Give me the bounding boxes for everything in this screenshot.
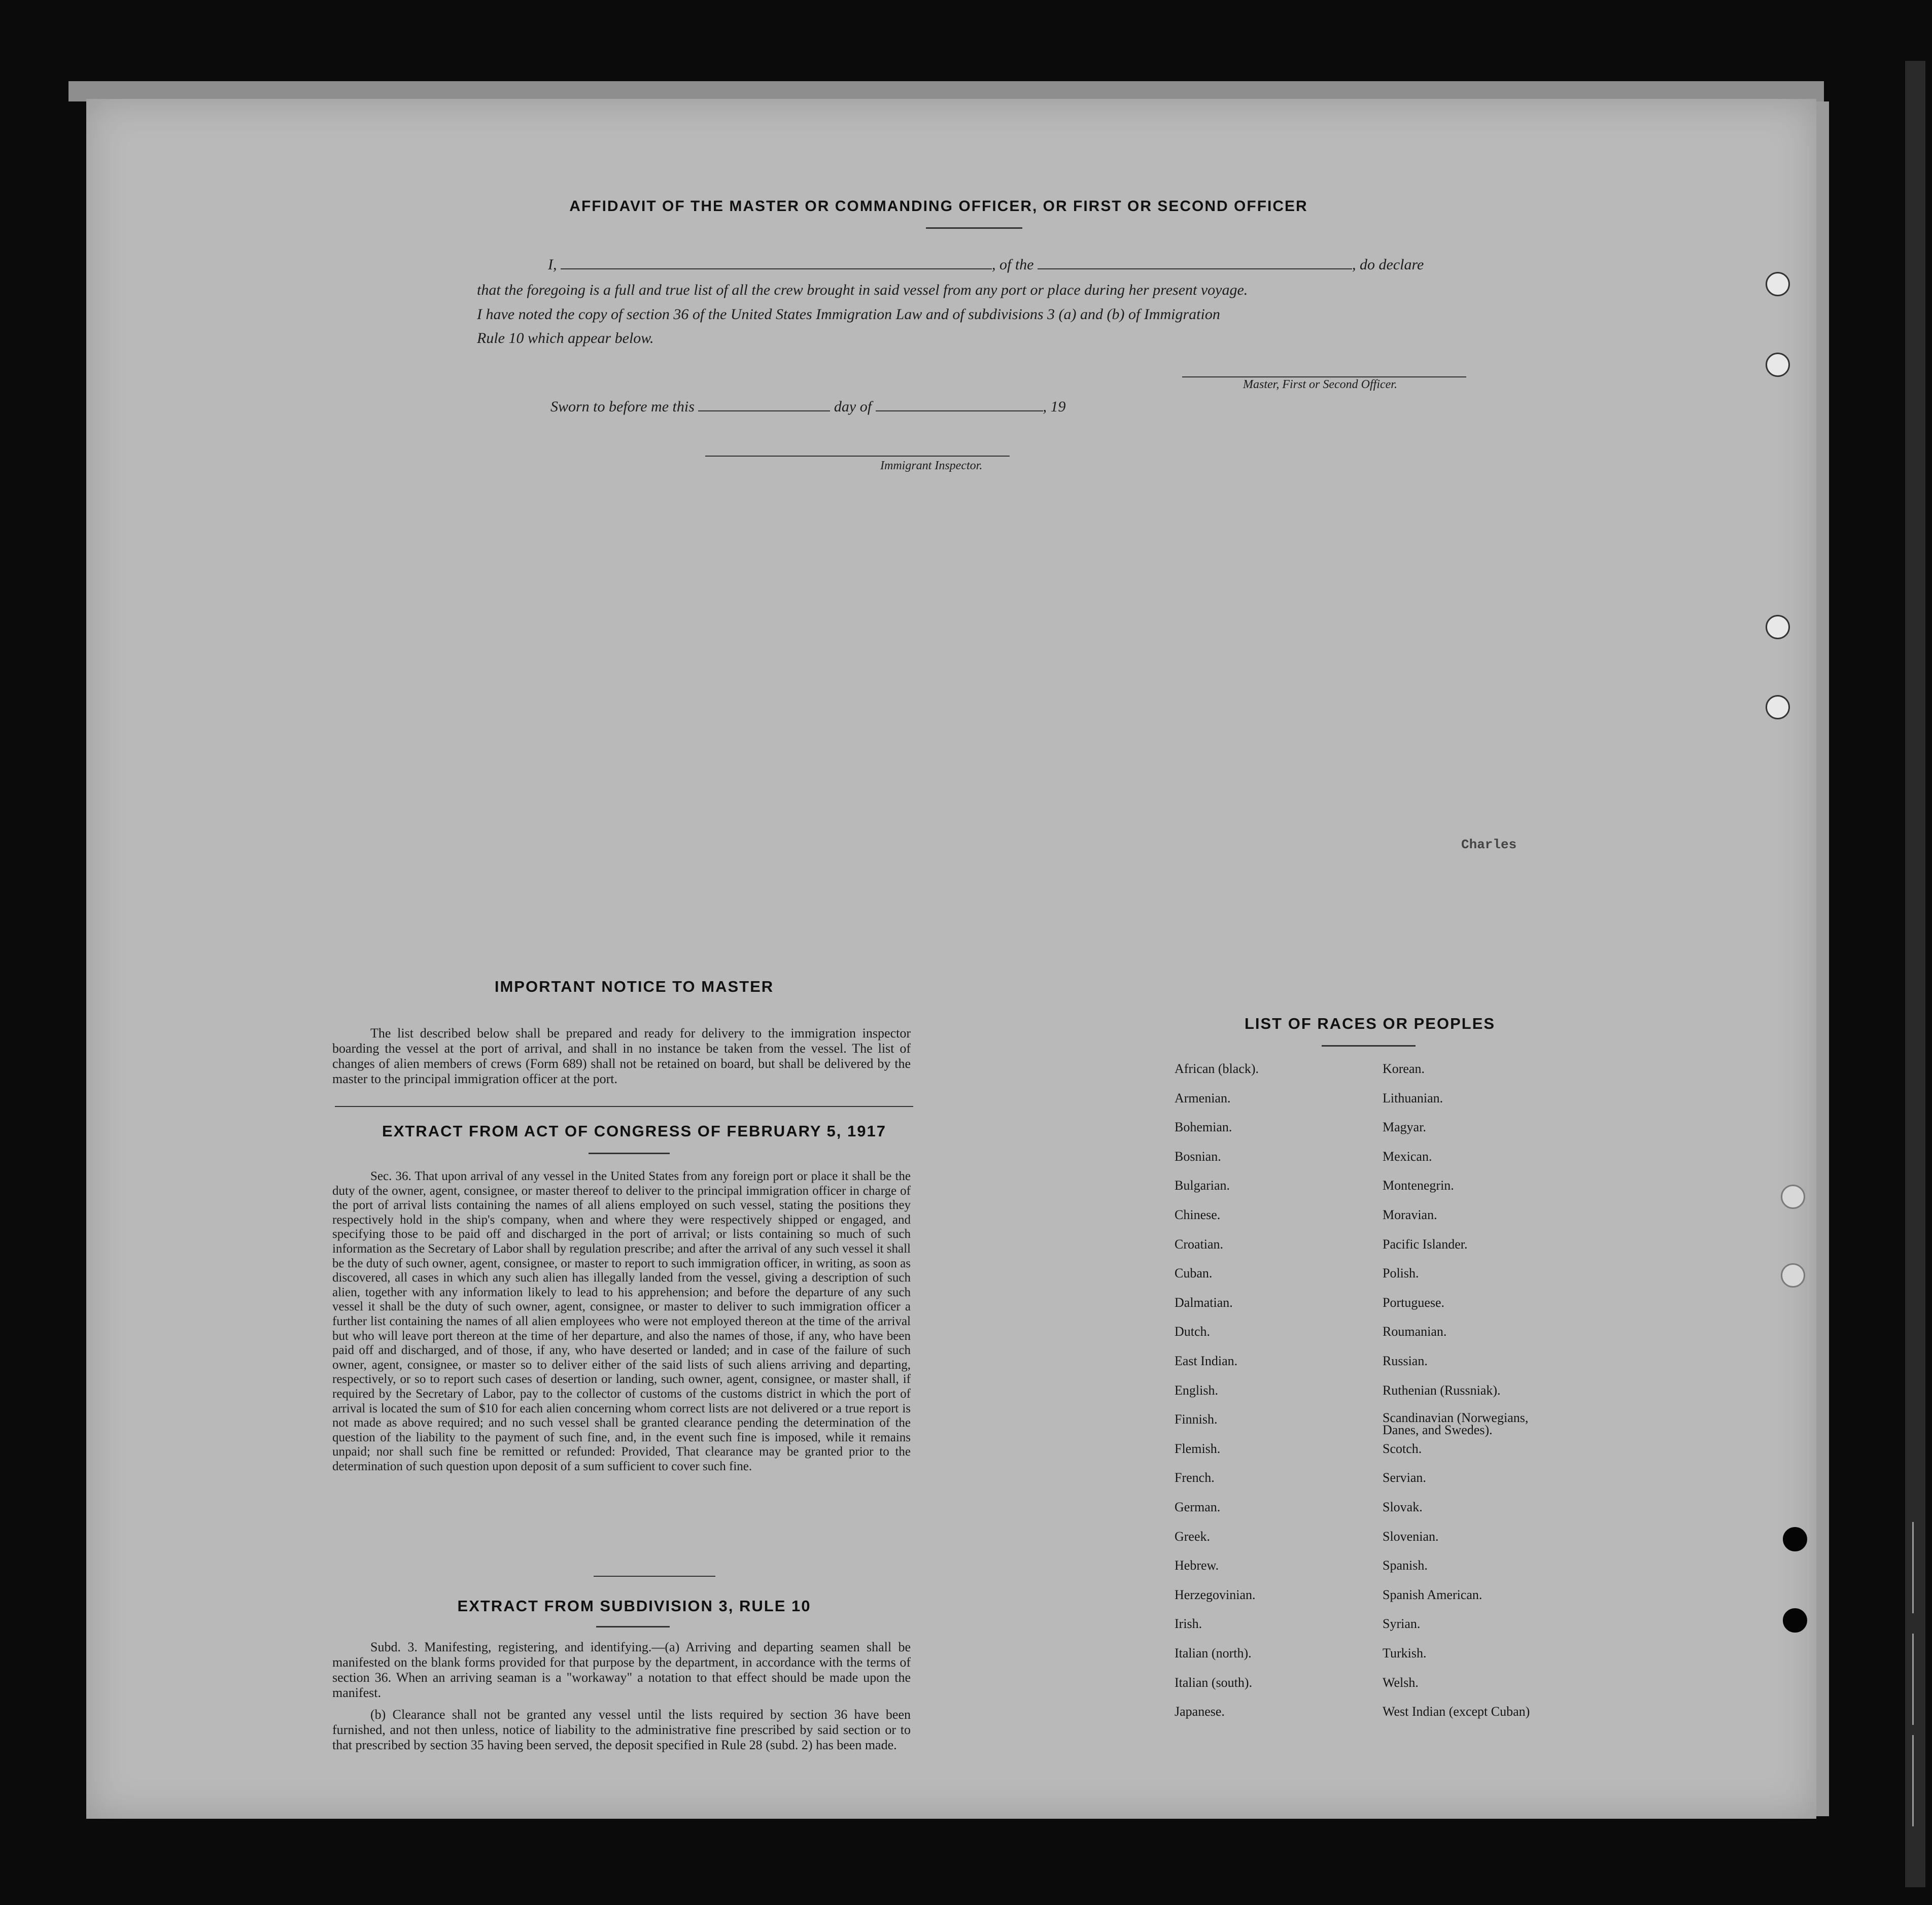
- race-item: Croatian.: [1175, 1236, 1224, 1252]
- race-item: Scandinavian (Norwegians, Danes, and Swedes).: [1383, 1410, 1529, 1438]
- bleed-through-name: Charles: [1461, 837, 1517, 852]
- punch-hole: [1766, 353, 1790, 377]
- races-title-rule: [1322, 1045, 1416, 1047]
- races-title: LIST OF RACES OR PEOPLES: [1244, 1015, 1496, 1032]
- punch-hole: [1781, 1263, 1805, 1288]
- punch-hole: [1781, 1185, 1805, 1209]
- punch-hole: [1766, 272, 1790, 296]
- race-item: Lithuanian.: [1383, 1090, 1443, 1105]
- race-item: Roumanian.: [1383, 1324, 1447, 1339]
- race-item: Flemish.: [1175, 1441, 1221, 1456]
- sworn-month-field[interactable]: [876, 410, 1043, 411]
- vessel-name-field[interactable]: [1038, 268, 1352, 269]
- affidavit-of-the-label: , of the: [992, 256, 1034, 273]
- race-item: Russian.: [1383, 1354, 1428, 1368]
- paper-top-edge: [68, 81, 1824, 101]
- notice-title: IMPORTANT NOTICE TO MASTER: [494, 978, 774, 995]
- master-name-field[interactable]: [561, 268, 992, 269]
- inspector-label: Immigrant Inspector.: [880, 459, 983, 472]
- race-item: West Indian (except Cuban): [1383, 1704, 1530, 1719]
- race-item: Polish.: [1383, 1266, 1419, 1281]
- race-item: Montenegrin.: [1383, 1178, 1454, 1193]
- race-item: Armenian.: [1175, 1090, 1231, 1105]
- race-item: German.: [1175, 1500, 1221, 1514]
- master-signature-label: Master, First or Second Officer.: [1243, 378, 1397, 391]
- race-item: Welsh.: [1383, 1675, 1419, 1690]
- sworn-label: Sworn to before me this: [550, 398, 695, 415]
- rule10-title-rule: [596, 1626, 670, 1627]
- race-item: Dutch.: [1175, 1324, 1211, 1339]
- race-item: Slovenian.: [1383, 1529, 1439, 1544]
- day-of-label: day of: [834, 398, 872, 415]
- act-title: EXTRACT FROM ACT OF CONGRESS OF FEBRUARY 5, 1917: [382, 1122, 886, 1140]
- punch-hole: [1766, 615, 1790, 639]
- race-item: Greek.: [1175, 1529, 1211, 1544]
- race-item: Portuguese.: [1383, 1295, 1445, 1310]
- race-item: French.: [1175, 1470, 1215, 1485]
- race-item: Bosnian.: [1175, 1149, 1221, 1164]
- race-item: Italian (north).: [1175, 1646, 1252, 1660]
- affidavit-line-2: that the foregoing is a full and true list of all the crew brought in said vessel from any port or place during her present voyage.: [477, 282, 1248, 298]
- affidavit-title: AFFIDAVIT OF THE MASTER OR COMMANDING OFFICER, OR FIRST OR SECOND OFFICER: [569, 198, 1308, 215]
- race-item: Bohemian.: [1175, 1120, 1232, 1135]
- notice-text: The list described below shall be prepared and ready for delivery to the immigration inspector boarding the vessel at the port of arrival, and shall in no instance be taken from the vessel. The list of changes of alien members of crews (Form 689) shall not be retained on board, but shall be delivered by the master to the principal immigration officer at the port.: [332, 1026, 911, 1086]
- act-end-rule: [594, 1576, 715, 1577]
- race-item: Bulgarian.: [1175, 1178, 1230, 1193]
- master-signature-line[interactable]: [1182, 376, 1466, 377]
- races-left-column: [1175, 1061, 1377, 1731]
- race-item: African (black).: [1175, 1061, 1259, 1076]
- race-item: Chinese.: [1175, 1207, 1221, 1222]
- punch-hole: [1766, 695, 1790, 719]
- affidavit-i-label: I,: [548, 256, 557, 273]
- race-item: East Indian.: [1175, 1354, 1238, 1368]
- race-item: Italian (south).: [1175, 1675, 1253, 1690]
- punch-hole: [1783, 1527, 1807, 1551]
- notice-rule: [335, 1106, 913, 1107]
- race-item: Cuban.: [1175, 1266, 1213, 1281]
- race-item: Spanish.: [1383, 1558, 1428, 1573]
- affidavit-declare-label: , do declare: [1352, 256, 1424, 273]
- affidavit-declare-line: [548, 256, 1471, 273]
- race-item: Hebrew.: [1175, 1558, 1219, 1573]
- race-item: Servian.: [1383, 1470, 1426, 1485]
- race-item: Herzegovinian.: [1175, 1587, 1256, 1602]
- rule10-para-a: Subd. 3. Manifesting, registering, and identifying.—(a) Arriving and departing seamen shall be manifested on the blank forms provided for that purpose by the department, in accordance with the terms of section 36. When an arriving seaman is a "workaway" a notation to that effect should be made upon the manifest.: [332, 1640, 911, 1700]
- race-item: Spanish American.: [1383, 1587, 1482, 1602]
- race-item: Japanese.: [1175, 1704, 1225, 1719]
- sworn-day-field[interactable]: [698, 410, 830, 411]
- race-item: Mexican.: [1383, 1149, 1432, 1164]
- adjacent-page-strip: [1905, 61, 1925, 1887]
- act-title-rule: [589, 1153, 670, 1154]
- race-item: Ruthenian (Russniak).: [1383, 1382, 1501, 1398]
- race-item: English.: [1175, 1382, 1218, 1398]
- race-item: Turkish.: [1383, 1646, 1427, 1660]
- race-item: Korean.: [1383, 1061, 1425, 1076]
- sworn-line: [550, 398, 1066, 415]
- affidavit-line-3: I have noted the copy of section 36 of the United States Immigration Law and of subdivisions 3 (a) and (b) of Immigration: [477, 306, 1220, 323]
- punch-hole: [1783, 1608, 1807, 1633]
- race-item: Scotch.: [1383, 1441, 1422, 1456]
- race-item: Irish.: [1175, 1616, 1202, 1632]
- rule10-title: EXTRACT FROM SUBDIVISION 3, RULE 10: [457, 1597, 811, 1615]
- affidavit-line-4: Rule 10 which appear below.: [477, 330, 654, 347]
- race-item: Magyar.: [1383, 1120, 1426, 1135]
- rule10-para-b: (b) Clearance shall not be granted any vessel until the lists required by section 36 have been furnished, and not then unless, notice of liability to the administrative fine prescribed by said section or to that prescribed by section 35 having been served, the deposit specified in Rule 28 (subd. 2) has been made.: [332, 1707, 911, 1752]
- race-item: Dalmatian.: [1175, 1295, 1233, 1310]
- affidavit-title-rule: [926, 227, 1022, 229]
- races-right-column: [1383, 1061, 1606, 1731]
- race-item: Finnish.: [1175, 1412, 1218, 1427]
- race-item: Moravian.: [1383, 1207, 1437, 1222]
- act-text: Sec. 36. That upon arrival of any vessel in the United States from any foreign port or place it shall be the duty of the owner, agent, consignee, or master thereof to deliver to the principal immigration officer in charge of the port of arrival lists containing the names of all aliens employed on such vessel, stating the positions they respectively hold in the ship's company, when and where they were respectively shipped or engaged, and specifying those to be paid off and discharged in the port of arrival; or lists containing so much of such information as the Secretary of Labor shall by regulation prescribe; and after the arrival of any such vessel it shall be the duty of such owner, agent, consignee, or master to report to such immigration officer, in writing, as soon as discovered, all cases in which any such alien has illegally landed from the vessel, giving a description of such alien, together with any information likely to lead to his apprehension; and before the departure of any such vessel it shall be the duty of such owner, agent, consignee, or master to deliver to such immigration officer a further list containing the names of all alien employees who were not employed thereon at the time of the arrival but who will leave port thereon at the time of her departure, and also the names of those, if any, who have been paid off and discharged, and of those, if any, who have deserted or landed; and in case of the failure of such owner, agent, consignee, or master so to deliver either of the said lists of such aliens arriving and departing, respectively, or so to report such cases of desertion or landing, such owner, agent, consignee, or master shall, if required by the Secretary of Labor, pay to the collector of customs of the customs district in which the port of arrival is located the sum of $10 for each alien concerning whom correct lists are not delivered or a true report is not made as above required; and no such vessel shall be granted clearance pending the determination of the question of the liability to the payment of such fine, and, in the event such fine is imposed, while it remains unpaid; nor shall such fine be remitted or refunded: Provided, That clearance may be granted prior to the determination of such question upon deposit of a sum sufficient to cover such fine.: [332, 1169, 911, 1473]
- year-label: , 19: [1043, 398, 1066, 415]
- race-item: Pacific Islander.: [1383, 1236, 1468, 1252]
- inspector-signature-line[interactable]: [705, 456, 1010, 457]
- race-item: Slovak.: [1383, 1500, 1423, 1514]
- race-item: Syrian.: [1383, 1616, 1421, 1632]
